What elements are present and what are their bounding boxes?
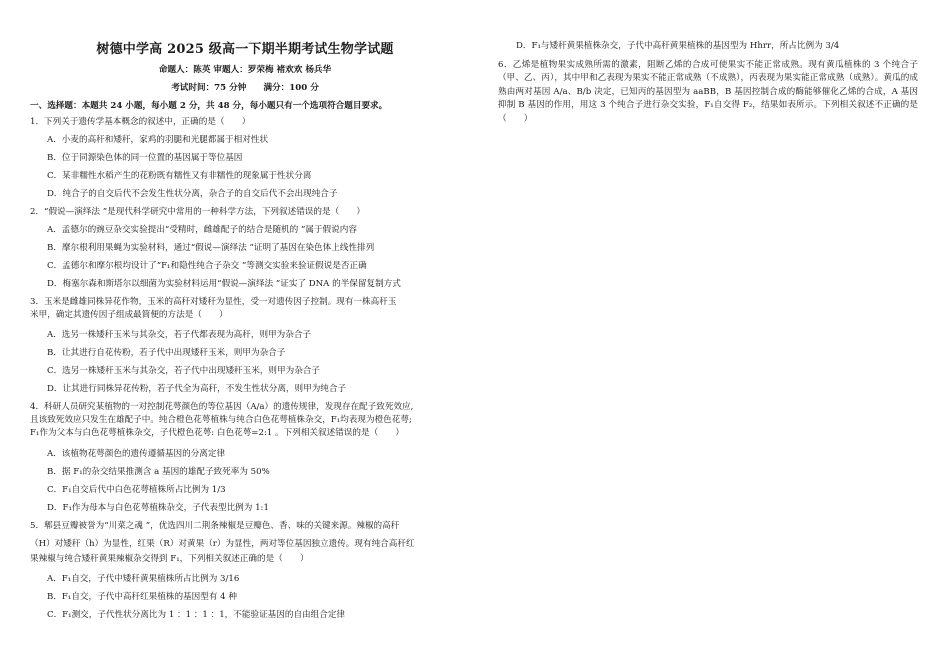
exam-title: 树德中学高 2025 级高一下期半期考试生物学试题	[96, 42, 394, 57]
question-3-stem-line2: 米甲，确定其遗传因子组成最简便的方法是（ ）	[30, 310, 228, 320]
question-5-option-a: A．F₁自交，子代中矮秆黄果植株所占比例为 3/16	[47, 574, 240, 584]
question-1-option-c: C．某非糯性水稻产生的花粉既有糯性又有非糯性的现象属于性状分离	[47, 171, 312, 181]
question-2-option-d: D．梅塞尔森和斯塔尔以细菌为实验材料运用“假说—演绎法 ”证实了 DNA 的半保留复制方式	[47, 279, 401, 289]
question-2-option-c: C．孟德尔和摩尔根均设计了“F₁和隐性纯合子杂交 ”等测交实验来验证假说是否正确	[47, 261, 367, 271]
question-3-option-d: D．让其进行同株异花传粉，若子代全为高秆，不发生性状分离，则甲为纯合子	[47, 384, 347, 394]
question-5-option-c: C．F₁测交，子代性状分离比为 1 ：1 ：1 ：1，不能验证基因的自由组合定律	[47, 610, 346, 620]
question-3-option-a: A．选另一株矮秆玉米与其杂交，若子代都表现为高秆，则甲为杂合子	[47, 330, 312, 340]
question-4-stem-line3: F₁作为父本与白色花萼植株杂交，子代橙色花萼: 白色花萼=2:1 。下列相关叙述错误的是（ ）	[30, 428, 404, 438]
question-4-option-c: C．F₁自交后代中白色花萼植株所占比例为 1/3	[47, 485, 226, 495]
question-1-option-d: D．纯合子的自交后代不会发生性状分离，杂合子的自交后代不会出现纯合子	[47, 189, 338, 199]
question-4-option-b: B．据 F₁的杂交结果推测含 a 基因的雄配子致死率为 50%	[47, 467, 270, 477]
question-4-option-a: A．该植物花萼颜色的遗传遵循基因的分离定律	[47, 449, 226, 459]
question-1-stem: 1．下列关于遗传学基本概念的叙述中，正确的是（ ）	[30, 117, 251, 127]
exam-authors: 命题人：陈英 审题人：罗荣梅 褚欢欢 杨兵华	[158, 65, 332, 75]
question-2-stem: 2．“假说—演绎法 ”是现代科学研究中常用的一种科学方法，下列叙述错误的是（ ）	[30, 207, 365, 217]
question-2-option-b: B．摩尔根利用果蝇为实验材料，通过“假说—演绎法 ”证明了基因在染色体上线性排列	[47, 243, 375, 253]
question-2-option-a: A．孟德尔的豌豆杂交实验提出“受精时，雌雄配子的结合是随机的 ”属于假说内容	[47, 225, 357, 235]
question-5-stem-line3: 果辣椒与纯合矮秆黄果辣椒杂交得到 F₁，下列相关叙述正确的是（ ）	[30, 554, 309, 564]
question-4-option-d: D．F₁作为母本与白色花萼植株杂交，子代表型比例为 1:1	[47, 503, 269, 513]
question-3-option-c: C．选另一株矮秆玉米与其杂交，若子代中出现矮秆玉米，则甲为杂合子	[47, 366, 320, 376]
question-5-stem-line2: （H）对矮秆（h）为显性，红果（R）对黄果（r）为显性，两对等位基因独立遗传。现有纯合高秆红	[30, 539, 415, 549]
section-heading: 一、选择题：本题共 24 小题，每小题 2 分，共 48 分，每小题只有一个选项符合题目要求。	[30, 101, 388, 111]
question-5-option-d: D．F₁与矮秆黄果植株杂交，子代中高秆黄果植株的基因型为 Hhrr，所占比例为 3/4	[516, 41, 840, 51]
question-5-option-b: B．F₁自交，子代中高秆红果植株的基因型有 4 种	[47, 592, 237, 602]
question-5-stem-line1: 5．郫县豆瓣被誉为“川菜之魂 ”，优选四川二荆条辣椒是豆瓣色、香、味的关键来源。辣椒的高秆	[30, 521, 400, 531]
question-4-stem-line1: 4．科研人员研究某植物的一对控制花萼颜色的等位基因（A/a）的遗传规律，发现存在配子致死效应,	[30, 402, 414, 412]
question-3-option-b: B．让其进行自花传粉，若子代中出现矮秆玉米，则甲为杂合子	[47, 348, 286, 358]
question-1-option-b: B．位于同源染色体的同一位置的基因属于等位基因	[47, 153, 243, 163]
question-3-stem-line1: 3．玉米是雌雄同株异花作物，玉米的高秆对矮秆为显性，受一对遗传因子控制。现有一株高秆玉	[30, 297, 397, 307]
question-4-stem-line2: 且该致死效应只发生在雄配子中。纯合橙色花萼植株与纯合白色花萼植株杂交，F₁均表现为橙色花萼;	[30, 415, 412, 425]
question-1-option-a: A．小麦的高秆和矮秆，家鸡的羽腿和光腿都属于相对性状	[47, 135, 269, 145]
question-6-stem: 6．乙烯是植物果实成熟所需的激素，阻断乙烯的合成可使果实不能正常成熟。现有黄瓜植株的 3 个纯合子（甲、乙、丙），其中甲和乙表现为果实不能正常成熟（不成熟），丙表现为果实能正常成熟（成熟）。黄瓜的成熟由两对基因 A/a、B/b 决定，已知丙的基因型为 aaBB，B 基因控制合成的酶能够催化乙烯的合成，A 基因抑制 B 基因的作用，用这 3 个纯合子进行杂交实验，F₁自交得 F₂，结果如表所示。下列相关叙述不正确的是（ ）	[498, 60, 918, 124]
exam-time-score: 考试时间：75 分钟 满分：100 分	[171, 83, 319, 93]
